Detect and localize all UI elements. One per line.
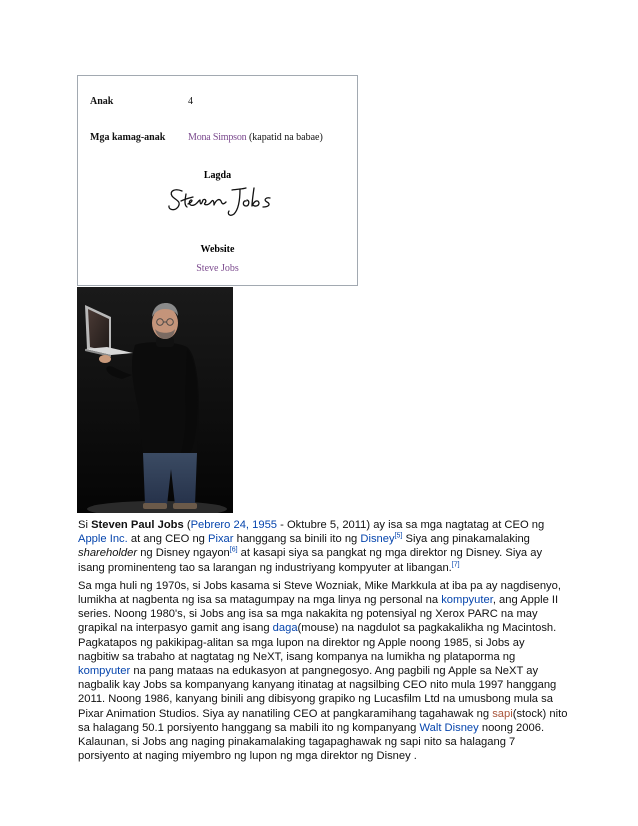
paragraph-2 bbox=[78, 579, 568, 764]
daga-link[interactable]: daga bbox=[272, 622, 298, 635]
sapi-link[interactable]: sapi bbox=[492, 707, 513, 720]
steve-jobs-photo bbox=[77, 287, 233, 513]
text: Siya ang pinakamalaking bbox=[402, 533, 530, 546]
text: na pang mataas na edukasyon at pangnegosyo. Ang pagbili ng Apple sa NeXT ay nagbalik kay Jobs sa kompanyang kanyang itinatag at nagsilbing CEO nito mula 1997 hanggang 2011. Noong 1986, kanyang binili ang dibisyong grapiko ng Lucasfilm Ltd na umusbong mula sa Pixar Animation Studios. Siya ay nanatiling CEO at pangkaramihang tagahawak ng bbox=[78, 665, 557, 720]
mona-simpson-link[interactable]: Mona Simpson bbox=[188, 132, 247, 143]
text: (mouse) na nagdulot sa pagkakalikha ng Macintosh. Pagkatapos ng pakikipag-alitan sa mga lupon na direktor ng Apple noong 1985, si Jobs ay nagbitiw sa trabaho at nagtatag ng NeXT, isang kompanya na lumikha ng plataporma ng bbox=[78, 622, 557, 663]
signature-label: Lagda bbox=[203, 170, 232, 181]
apple-inc-link[interactable]: Apple Inc. bbox=[78, 533, 128, 546]
text: at kasapi siya sa pangkat ng mga direktor ng Disney. Siya ay isang prominenteng tao sa larangan ng industriyang kompyuter at libangan. bbox=[78, 547, 543, 574]
reference-6-link[interactable]: [6] bbox=[229, 546, 238, 554]
children-label: Anak bbox=[90, 96, 114, 107]
relatives-value bbox=[188, 132, 323, 143]
text: - Oktubre 5, 2011) ay isa sa mga nagtatag at CEO ng bbox=[277, 519, 545, 531]
text: noong 2006. Kalaunan, si Jobs ang naging pinakamalaking tagapaghawak ng sapi nito sa halagang 7 porsiyento at naging miyembro ng lupon ng mga direktor ng Disney . bbox=[78, 721, 545, 763]
website-label: Website bbox=[200, 244, 235, 255]
article-body bbox=[78, 518, 568, 767]
pixar-link[interactable]: Pixar bbox=[208, 533, 234, 546]
disney-link[interactable]: Disney bbox=[360, 533, 395, 546]
children-value: 4 bbox=[188, 96, 193, 107]
text: ng Disney ngayon bbox=[137, 547, 230, 560]
signature-image bbox=[166, 182, 278, 218]
subject-name: Steven Paul Jobs bbox=[91, 519, 184, 531]
infobox bbox=[77, 75, 358, 286]
relatives-note: (kapatid na babae) bbox=[246, 132, 323, 143]
reference-7-link[interactable]: [7] bbox=[451, 560, 460, 568]
kompyuter-link[interactable]: kompyuter bbox=[78, 665, 131, 678]
text: Si bbox=[78, 519, 92, 531]
text: hanggang sa binili ito ng bbox=[233, 533, 361, 546]
reference-5-link[interactable]: [5] bbox=[394, 532, 403, 540]
relatives-label: Mga kamag-anak bbox=[90, 132, 166, 143]
text: (stock) nito sa halagang 50.1 porsiyento hanggang sa mabili ito ng kompanyang bbox=[78, 707, 568, 734]
shareholder-term: shareholder bbox=[78, 547, 138, 560]
paragraph-1 bbox=[78, 518, 568, 575]
text: at ang CEO ng bbox=[127, 533, 208, 546]
birth-date-link[interactable]: Pebrero 24, 1955 bbox=[190, 519, 278, 531]
text: Sa mga huli ng 1970s, si Jobs kasama si Steve Wozniak, Mike Markkula at iba pa ay nagdisenyo, lumikha at nagbenta ng isa sa matagumpay na mga linya ng personal na bbox=[78, 579, 561, 607]
website-link[interactable]: Steve Jobs bbox=[196, 263, 239, 274]
text: ( bbox=[183, 519, 191, 531]
walt-disney-link[interactable]: Walt Disney bbox=[419, 721, 479, 734]
text: , ang Apple II series. Noong 1980's, si Jobs ang isa sa mga nakakita ng potensiyal ng Xerox PARC na may grapikal na interpasyo gamit ang isang bbox=[78, 594, 559, 635]
kompyuter-link[interactable]: kompyuter bbox=[441, 594, 493, 607]
